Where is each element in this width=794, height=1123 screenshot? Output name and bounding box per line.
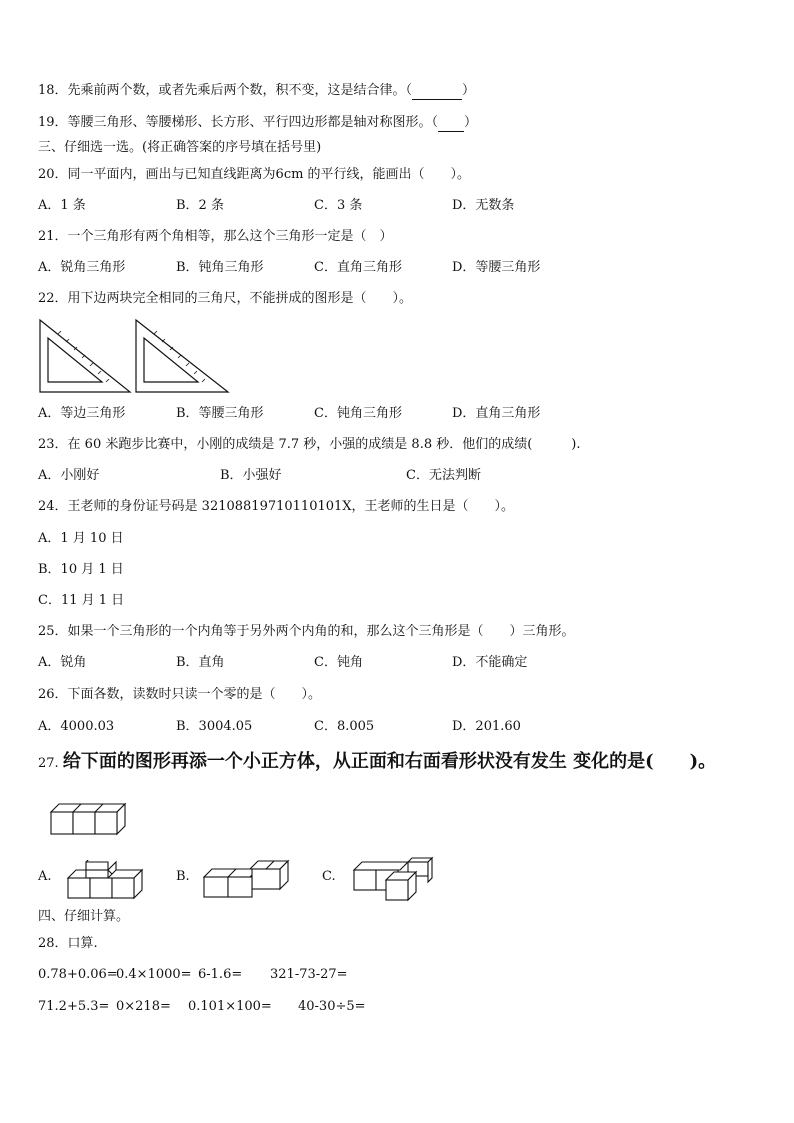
- question-20-text: 20．同一平面内，画出与已知直线距离为6cm 的平行线，能画出（ ）。: [38, 167, 471, 182]
- set-square-figure: [38, 318, 234, 396]
- option-b-cube-figure[interactable]: [202, 855, 292, 901]
- question-27: [38, 750, 716, 774]
- question-19: 19．等腰三角形、等腰梯形、长方形、平行四边形都是轴对称图形。（ ）: [38, 115, 478, 130]
- calc-item: 0.4×1000=: [116, 967, 192, 982]
- question-27-number: 27.: [38, 756, 59, 771]
- question-27-text: 给下面的图形再添一个小正方体，从正面和右面看形状没有发生 变化的是( )。: [62, 751, 717, 772]
- option-b[interactable]: B．2 条: [176, 198, 224, 213]
- option-a[interactable]: A．1 月 10 日: [38, 531, 124, 546]
- option-d[interactable]: D．等腰三角形: [452, 260, 541, 275]
- option-b[interactable]: B．3004.05: [176, 719, 253, 734]
- option-c[interactable]: C．无法判断: [406, 468, 481, 483]
- question-28-text: 28．口算.: [38, 936, 98, 951]
- option-b[interactable]: B．钝角三角形: [176, 260, 264, 275]
- option-a[interactable]: A．等边三角形: [38, 406, 126, 421]
- option-c[interactable]: C．直角三角形: [314, 260, 402, 275]
- answer-blank[interactable]: [438, 117, 464, 132]
- option-c[interactable]: C.: [322, 869, 336, 884]
- option-a[interactable]: A．小刚好: [38, 468, 100, 483]
- question-26-text: 26．下面各数，读数时只读一个零的是（ ）。: [38, 687, 322, 702]
- option-b[interactable]: B．直角: [176, 655, 225, 670]
- option-a[interactable]: A.: [38, 869, 52, 884]
- answer-blank[interactable]: [412, 85, 462, 100]
- question-18-text: 18．先乘前两个数，或者先乘后两个数，积不变，这是结合律。（: [38, 83, 413, 98]
- question-21-text: 21．一个三角形有两个角相等，那么这个三角形一定是（ ）: [38, 229, 393, 244]
- option-a-cube-figure[interactable]: [66, 860, 146, 900]
- question-19-text: 19．等腰三角形、等腰梯形、长方形、平行四边形都是轴对称图形。（: [38, 115, 439, 130]
- calc-item: 0.78+0.06=: [38, 967, 118, 982]
- calc-item: 321-73-27=: [270, 967, 348, 982]
- question-23-text: 23．在 60 米跑步比赛中，小刚的成绩是 7.7 秒，小强的成绩是 8.8 秒．他们的成绩( ).: [38, 437, 581, 452]
- calc-item: 0×218=: [116, 999, 171, 1014]
- option-b[interactable]: B．10 月 1 日: [38, 562, 124, 577]
- base-cube-figure: [48, 798, 134, 836]
- option-d[interactable]: D．直角三角形: [452, 406, 541, 421]
- set-square-left: [40, 320, 130, 392]
- option-a[interactable]: A．锐角三角形: [38, 260, 126, 275]
- section-4-heading: 四、仔细计算。: [38, 909, 130, 924]
- question-18: 18．先乘前两个数，或者先乘后两个数，积不变，这是结合律。（ ）: [38, 83, 476, 98]
- question-24-text: 24．王老师的身份证号码是 32108819710110101X，王老师的生日是（ ）。: [38, 499, 515, 514]
- option-c[interactable]: C．8.005: [314, 719, 375, 734]
- calc-item: 71.2+5.3=: [38, 999, 110, 1014]
- question-22-text: 22．用下边两块完全相同的三角尺，不能拼成的图形是（ ）。: [38, 291, 413, 306]
- option-d[interactable]: D．不能确定: [452, 655, 528, 670]
- calc-item: 40-30÷5=: [298, 999, 366, 1014]
- option-b[interactable]: B．等腰三角形: [176, 406, 264, 421]
- section-3-heading: 三、仔细选一选。(将正确答案的序号填在括号里): [38, 140, 322, 155]
- option-c[interactable]: C．钝角: [314, 655, 363, 670]
- option-c-cube-figure[interactable]: [352, 856, 436, 902]
- option-c[interactable]: C．11 月 1 日: [38, 593, 125, 608]
- calc-item: 0.101×100=: [188, 999, 272, 1014]
- option-a[interactable]: A．1 条: [38, 198, 86, 213]
- question-25-text: 25．如果一个三角形的一个内角等于另外两个内角的和，那么这个三角形是（ ）三角形。: [38, 624, 575, 639]
- calc-item: 6-1.6=: [198, 967, 243, 982]
- option-a[interactable]: A．4000.03: [38, 719, 115, 734]
- option-c[interactable]: C．钝角三角形: [314, 406, 402, 421]
- option-d[interactable]: D．无数条: [452, 198, 515, 213]
- option-a[interactable]: A．锐角: [38, 655, 87, 670]
- option-d[interactable]: D．201.60: [452, 719, 521, 734]
- option-b[interactable]: B．小强好: [220, 468, 282, 483]
- set-square-right: [136, 320, 228, 392]
- option-b[interactable]: B.: [176, 869, 190, 884]
- option-c[interactable]: C．3 条: [314, 198, 363, 213]
